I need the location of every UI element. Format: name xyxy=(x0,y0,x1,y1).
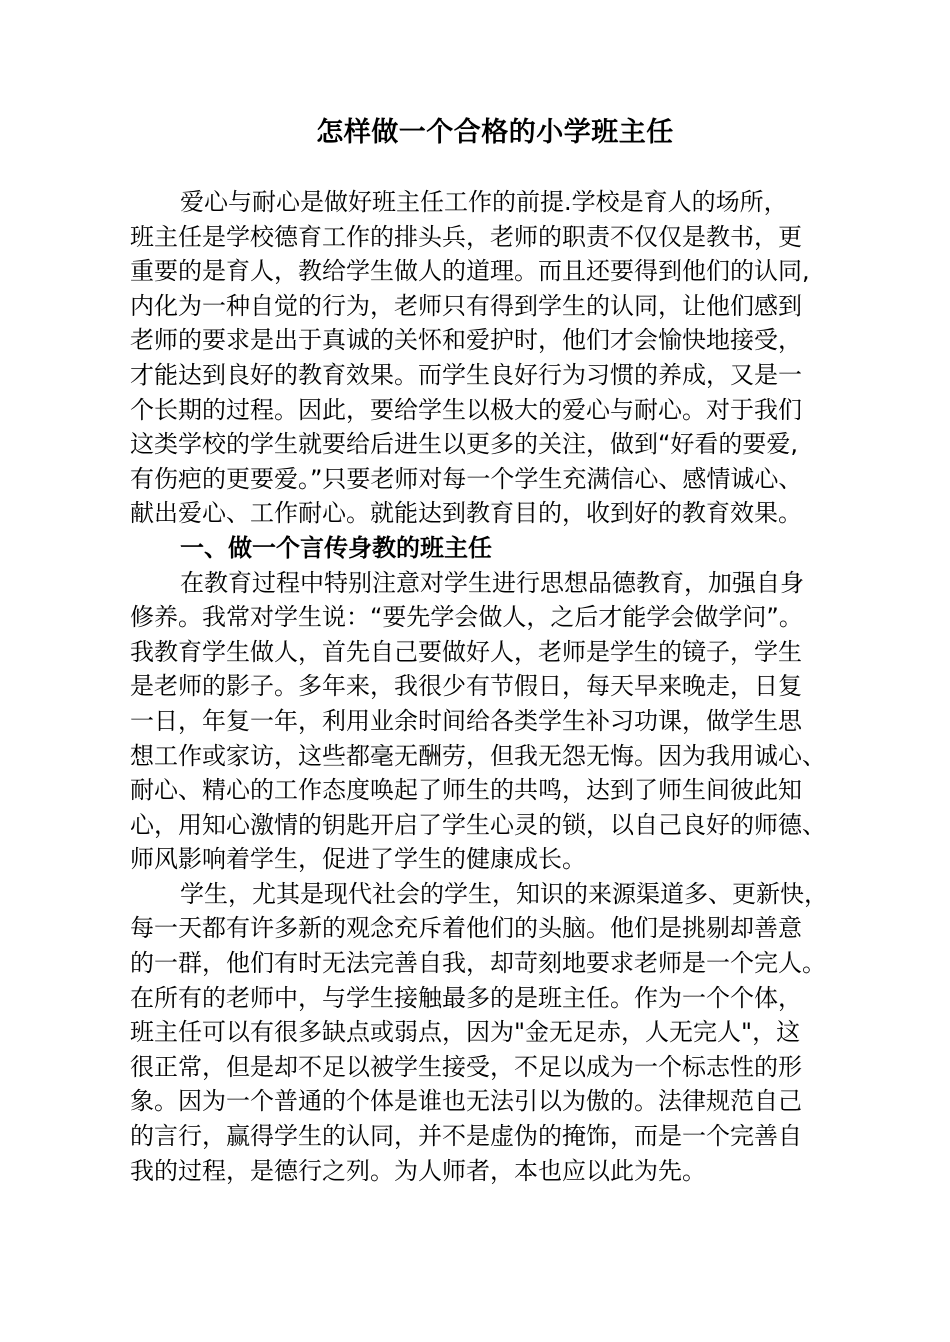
paragraph-2-line-1: 在教育过程中特别注意对学生进行思想品德教育，加强自身 xyxy=(180,568,804,597)
paragraph-2-line-6: 想工作或家访，这些都毫无酬劳，但我无怨无悔。因为我用诚心、 xyxy=(130,741,826,770)
paragraph-1-line-10: 献出爱心、工作耐心。就能达到教育目的，收到好的教育效果。 xyxy=(130,499,802,528)
paragraph-3-line-1: 学生，尤其是现代社会的学生，知识的来源渠道多、更新快， xyxy=(180,879,828,908)
paragraph-2-line-7: 耐心、精心的工作态度唤起了师生的共鸣，达到了师生间彼此知 xyxy=(130,776,802,805)
paragraph-3-line-4: 在所有的老师中，与学生接触最多的是班主任。作为一个个体， xyxy=(130,983,802,1012)
paragraph-1-line-3: 重要的是育人，教给学生做人的道理。而且还要得到他们的认同, xyxy=(130,257,810,286)
paragraph-3-line-3: 的一群，他们有时无法完善自我，却苛刻地要求老师是一个完人。 xyxy=(130,949,826,978)
document-body xyxy=(130,185,870,1188)
paragraph-1-line-7: 个长期的过程。因此，要给学生以极大的爱心与耐心。对于我们 xyxy=(130,395,802,424)
paragraph-1-line-6: 才能达到良好的教育效果。而学生良好行为习惯的养成，又是一 xyxy=(130,360,802,389)
paragraph-2-line-5: 一日，年复一年，利用业余时间给各类学生补习功课，做学生思 xyxy=(130,706,802,735)
paragraph-2-line-9: 师风影响着学生，促进了学生的健康成长。 xyxy=(130,845,586,874)
paragraph-2-line-8: 心，用知心激情的钥匙开启了学生心灵的锁，以自己良好的师德、 xyxy=(130,810,826,839)
section-heading: 一、做一个言传身教的班主任 xyxy=(180,533,492,562)
paragraph-3-line-8: 的言行，赢得学生的认同，并不是虚伪的掩饰，而是一个完善自 xyxy=(130,1122,802,1151)
paragraph-3-line-2: 每一天都有许多新的观念充斥着他们的头脑。他们是挑剔却善意 xyxy=(130,914,802,943)
paragraph-2-line-2: 修养。我常对学生说：“要先学会做人，之后才能学会做学问”。 xyxy=(130,603,803,632)
paragraph-2-line-3: 我教育学生做人，首先自己要做好人，老师是学生的镜子，学生 xyxy=(130,637,802,666)
paragraph-1-line-2: 班主任是学校德育工作的排头兵，老师的职责不仅仅是教书，更 xyxy=(130,222,802,251)
paragraph-1-line-1: 爱心与耐心是做好班主任工作的前提.学校是育人的场所， xyxy=(180,188,788,216)
paragraph-3-line-5: 班主任可以有很多缺点或弱点，因为"金无足赤，人无完人"，这 xyxy=(130,1018,801,1047)
paragraph-1-line-8: 这类学校的学生就要给后进生以更多的关注，做到“好看的要爱, xyxy=(130,430,799,459)
paragraph-1-line-5: 老师的要求是出于真诚的关怀和爱护时，他们才会愉快地接受， xyxy=(130,326,802,355)
document-title: 怎样做一个合格的小学班主任 xyxy=(316,117,674,148)
paragraph-1-line-9: 有伤疤的更要爱。”只要老师对每一个学生充满信心、感情诚心、 xyxy=(130,464,803,493)
paragraph-1-line-4: 内化为一种自觉的行为，老师只有得到学生的认同，让他们感到 xyxy=(130,291,802,320)
paragraph-3-line-7: 象。因为一个普通的个体是谁也无法引以为傲的。法律规范自己 xyxy=(130,1087,802,1116)
paragraph-2-line-4: 是老师的影子。多年来，我很少有节假日，每天早来晚走，日复 xyxy=(130,672,802,701)
paragraph-3-line-6: 很正常，但是却不足以被学生接受，不足以成为一个标志性的形 xyxy=(130,1052,802,1081)
paragraph-3-line-9: 我的过程，是德行之列。为人师者，本也应以此为先。 xyxy=(130,1156,706,1185)
